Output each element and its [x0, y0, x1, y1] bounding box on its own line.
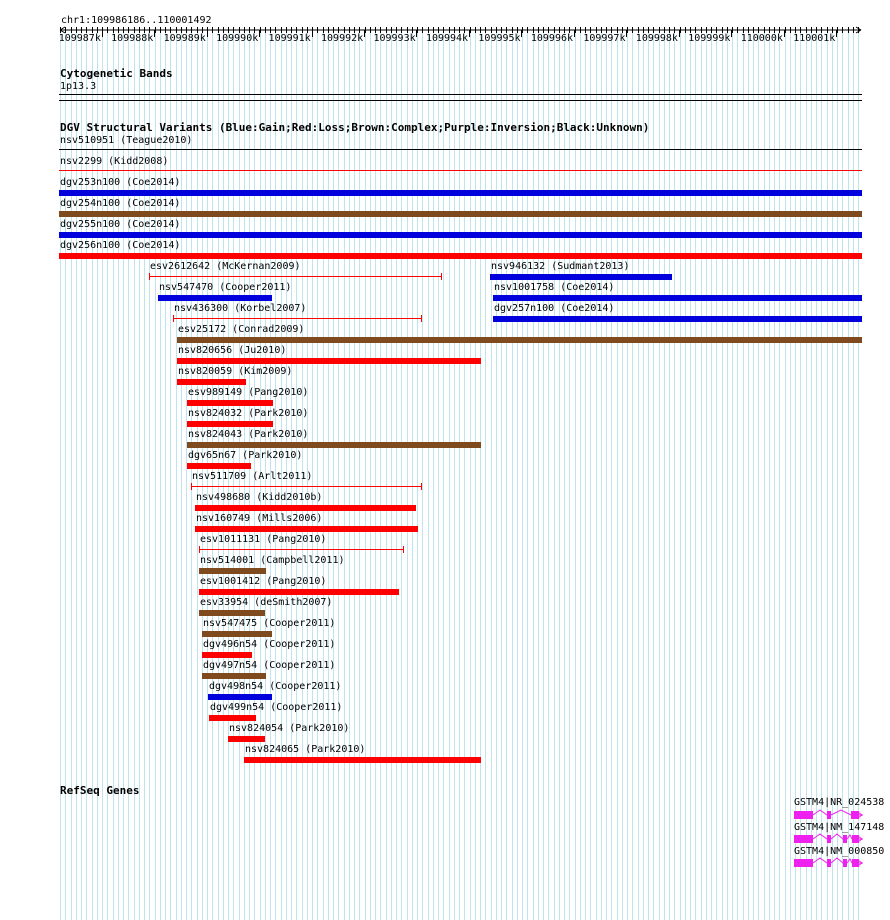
variant-label[interactable]: nsv824054 (Park2010) — [229, 723, 350, 734]
variant-bar[interactable] — [187, 463, 251, 469]
variant-label[interactable]: dgv498n54 (Cooper2011) — [209, 681, 342, 692]
variant-label[interactable]: dgv253n100 (Coe2014) — [60, 177, 181, 188]
variant-line[interactable] — [59, 149, 862, 150]
variant-label[interactable]: dgv499n54 (Cooper2011) — [210, 702, 343, 713]
variant-label[interactable]: nsv511709 (Arlt2011) — [192, 471, 313, 482]
variant-label[interactable]: nsv510951 (Teague2010) — [60, 135, 193, 146]
variant-label[interactable]: nsv547470 (Cooper2011) — [159, 282, 292, 293]
refseq-track-title: RefSeq Genes — [60, 784, 140, 797]
ruler-tick-label: 109993k — [373, 33, 416, 44]
variant-bar[interactable] — [59, 190, 862, 196]
variant-bar[interactable] — [209, 715, 256, 721]
dgv-track-title: DGV Structural Variants (Blue:Gain;Red:Loss;Brown:Complex;Purple:Inversion;Black:Unknown) — [60, 121, 650, 134]
variant-bar[interactable] — [195, 505, 416, 511]
variant-bar[interactable] — [202, 631, 272, 637]
variant-bar[interactable] — [187, 442, 481, 448]
ruler-tick-label: 110000k — [740, 33, 783, 44]
variant-label[interactable]: esv1011131 (Pang2010) — [200, 534, 327, 545]
variant-bar[interactable] — [199, 589, 399, 595]
ruler-tick-label: 109996k — [530, 33, 574, 44]
variant-label[interactable]: esv25172 (Conrad2009) — [178, 324, 305, 335]
variant-label[interactable]: dgv65n67 (Park2010) — [188, 450, 303, 461]
ruler-tick-label: 110001k — [793, 33, 836, 44]
variant-range-line[interactable] — [173, 318, 421, 319]
cytoband-track-title: Cytogenetic Bands — [60, 67, 173, 80]
ruler-tick-label: 109999k — [688, 33, 731, 44]
variant-label[interactable]: esv33954 (deSmith2007) — [200, 597, 333, 608]
ruler-tick-label: 109995k — [478, 33, 521, 44]
variant-bar[interactable] — [158, 295, 272, 301]
variant-range-cap — [199, 546, 200, 553]
cytoband-line — [59, 94, 862, 95]
variant-bar[interactable] — [493, 295, 862, 301]
variant-label[interactable]: esv1001412 (Pang2010) — [200, 576, 327, 587]
ruler-tick-label: 109998k — [635, 33, 678, 44]
variant-label[interactable]: nsv1001758 (Coe2014) — [494, 282, 615, 293]
ruler-tick-label: 109987k — [58, 33, 101, 44]
variant-label[interactable]: nsv946132 (Sudmant2013) — [491, 261, 630, 272]
variant-label[interactable]: nsv498680 (Kidd2010b) — [196, 492, 323, 503]
ruler-tick-label: 109989k — [163, 33, 206, 44]
ruler-tick-label: 109994k — [425, 33, 469, 44]
variant-line[interactable] — [59, 170, 862, 171]
variant-bar[interactable] — [195, 526, 418, 532]
variant-bar[interactable] — [177, 358, 481, 364]
variant-bar[interactable] — [490, 274, 672, 280]
variant-label[interactable]: dgv256n100 (Coe2014) — [60, 240, 181, 251]
variant-bar[interactable] — [187, 421, 273, 427]
variant-range-cap — [421, 483, 422, 490]
gene-label[interactable]: GSTM4|NM_147148 — [794, 822, 885, 833]
variant-label[interactable]: dgv497n54 (Cooper2011) — [203, 660, 336, 671]
variant-bar[interactable] — [199, 610, 265, 616]
variant-label[interactable]: dgv255n100 (Coe2014) — [60, 219, 181, 230]
variant-label[interactable]: esv2612642 (McKernan2009) — [150, 261, 301, 272]
gene-model[interactable] — [794, 809, 864, 821]
gene-label[interactable]: GSTM4|NR_024538 — [794, 797, 885, 808]
variant-bar[interactable] — [59, 232, 862, 238]
variant-range-line[interactable] — [199, 549, 403, 550]
variant-bar[interactable] — [202, 673, 266, 679]
ruler-tick-label: 109997k — [583, 33, 626, 44]
variant-bar[interactable] — [228, 736, 265, 742]
variant-label[interactable]: nsv2299 (Kidd2008) — [60, 156, 169, 167]
variant-range-cap — [421, 315, 422, 322]
gene-model[interactable] — [794, 833, 864, 845]
variant-range-cap — [403, 546, 404, 553]
coordinate-label: chr1:109986186..110001492 — [61, 15, 212, 26]
variant-bar[interactable] — [177, 379, 246, 385]
variant-label[interactable]: dgv496n54 (Cooper2011) — [203, 639, 336, 650]
variant-label[interactable]: nsv547475 (Cooper2011) — [203, 618, 336, 629]
variant-bar[interactable] — [208, 694, 272, 700]
variant-bar[interactable] — [59, 211, 862, 217]
variant-bar[interactable] — [493, 316, 862, 322]
variant-bar[interactable] — [59, 253, 862, 259]
variant-range-cap — [173, 315, 174, 322]
variant-label[interactable]: esv989149 (Pang2010) — [188, 387, 309, 398]
variant-range-cap — [441, 273, 442, 280]
variant-label[interactable]: nsv824043 (Park2010) — [188, 429, 309, 440]
ruler-tick-label: 109991k — [268, 33, 311, 44]
ruler-tick-label: 109990k — [216, 33, 259, 44]
variant-range-cap — [191, 483, 192, 490]
variant-bar[interactable] — [244, 757, 481, 763]
variant-bar[interactable] — [199, 568, 266, 574]
variant-label[interactable]: nsv824065 (Park2010) — [245, 744, 366, 755]
variant-label[interactable]: nsv820059 (Kim2009) — [178, 366, 293, 377]
ruler-tick-label: 109992k — [321, 33, 364, 44]
variant-label[interactable]: nsv820656 (Ju2010) — [178, 345, 287, 356]
variant-label[interactable]: dgv254n100 (Coe2014) — [60, 198, 181, 209]
track-divider — [59, 100, 862, 101]
variant-bar[interactable] — [202, 652, 252, 658]
variant-range-cap — [149, 273, 150, 280]
variant-label[interactable]: dgv257n100 (Coe2014) — [494, 303, 615, 314]
gene-label[interactable]: GSTM4|NM_000850 — [794, 846, 885, 857]
variant-bar[interactable] — [187, 400, 273, 406]
variant-label[interactable]: nsv824032 (Park2010) — [188, 408, 309, 419]
variant-label[interactable]: nsv514001 (Campbell2011) — [200, 555, 345, 566]
ruler-tick-label: 109988k — [111, 33, 154, 44]
cytoband-label[interactable]: 1p13.3 — [60, 81, 97, 92]
variant-label[interactable]: nsv160749 (Mills2006) — [196, 513, 323, 524]
variant-range-line[interactable] — [191, 486, 421, 487]
variant-bar[interactable] — [177, 337, 862, 343]
variant-range-line[interactable] — [149, 276, 441, 277]
variant-label[interactable]: nsv436300 (Korbel2007) — [174, 303, 307, 314]
gene-model[interactable] — [794, 857, 864, 869]
